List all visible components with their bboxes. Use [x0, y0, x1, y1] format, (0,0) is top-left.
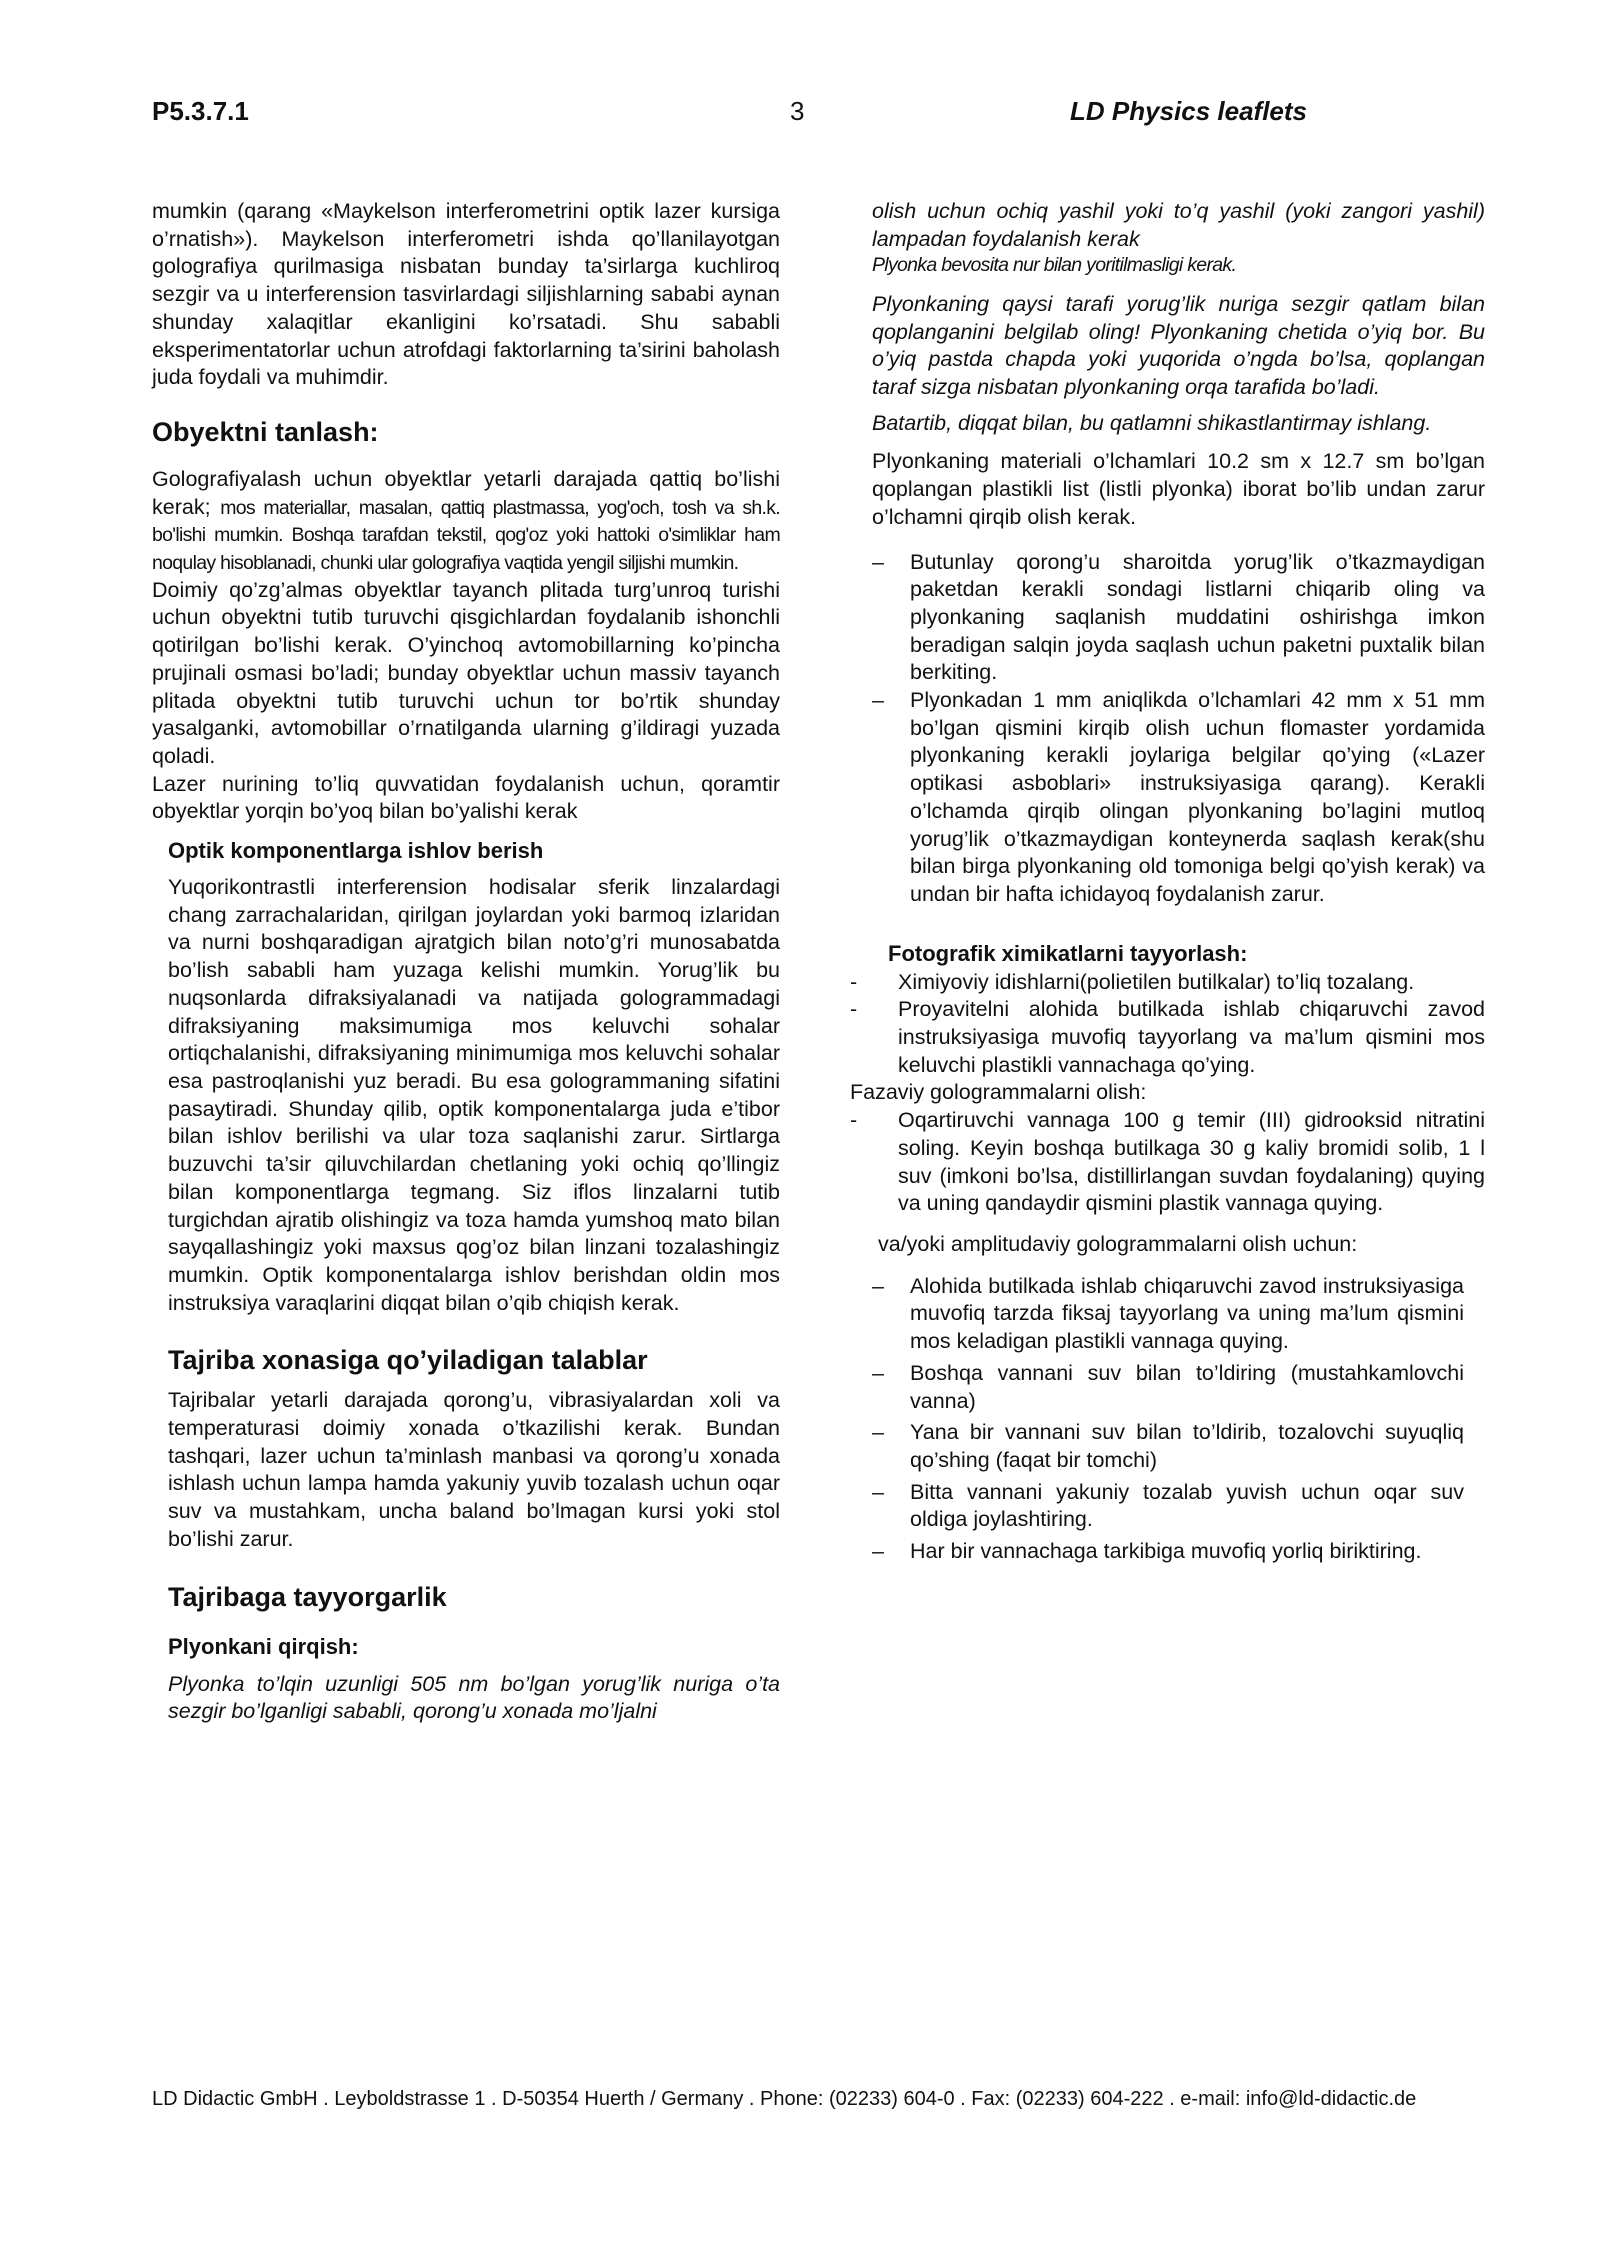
list-item: [872, 1273, 1464, 1356]
series-title: LD Physics leaflets: [1070, 96, 1307, 126]
preparation-heading: Tajribaga tayyorgarlik: [168, 1581, 447, 1612]
object-selection-text-b: mos materiallar, masalan, qattiq plastmassa, yog'och, tosh va sh.k. bo'lishi mumkin. Boshqa tarafdan tekstil, qog'oz yoki hattoki o'simliklar ham noqulay hisoblanadi, chunki ular golografiya vaqtida yengil siljishi mumkin.: [152, 496, 781, 575]
hyphen-bullet: -: [850, 997, 858, 1022]
object-selection-paragraph-3: Lazer nurining to’liq quvvatidan foydalanish uchun, qoramtir obyektlar yorqin bo’yoq bilan bo’yalishi kerak: [152, 771, 780, 824]
dash-bullet: –: [872, 1539, 884, 1564]
list-item: [850, 996, 1485, 1079]
list-item: [872, 687, 1485, 909]
object-selection-paragraph-2: Doimiy qo’zg’almas obyektlar tayanch plitada turg’unroq turishi uchun obyektni tutib turuvchi qisgichlardan foydalanib ishonchli qotirilgan bo’lishi kerak. O’yinchoq avtomobillarning ko’pincha prujinali osmasi bo’ladi; bunday obyektlar uchun massiv tayanch plitada obyektni tutib turuvchi uchun tor bo’rtik shunday yasalganki, avtomobillar o’rnatilganda ularning g’ildiragi yuzada qoladi.: [152, 577, 780, 768]
dash-bullet: –: [872, 1479, 884, 1504]
optics-paragraph: Yuqorikontrastli interferension hodisalar sferik linzalardagi chang zarrachalaridan, qirilgan joylardan yoki barmoq izlaridan va nurni boshqaradigan ajratgich bilan noto’g’ri munosabatda bo’lish sababli ham yuzaga kelishi mumkin. Yorug’lik bu nuqsonlarda difraksiyalanadi va natijada gologrammadagi difraksiyaning maksimumiga mos keluvchi sohalar ortiqchalanishi, difraksiyaning minimumiga mos keluvchi sohalar esa pastroqlanishi yuz beradi. Bu esa gologrammaning sifatini pasaytiradi. Shunday qilib, optik komponentalarga juda e’tibor bilan ishlov berilishi va ular toza saqlanishi zarur. Sirtlarga buzuvchi ta’sir qiluvchilardan chetlaning yoki ochiq qo’llingiz bilan komponentlarga tegmang. Siz iflos linzalarni tutib turgichdan ajratib olishingiz va toza hamda yumshoq mato bilan sayqallashingiz yoki maxsus qog’oz bilan linzani tozalashingiz mumkin. Optik komponentalarga ishlov berishdan oldin mos instruksiya varaqlarini diqqat bilan o’qib chiqish kerak.: [168, 875, 780, 1315]
phase-holograms-label: Fazaviy gologrammalarni olish:: [850, 1080, 1147, 1105]
footer-contact: LD Didactic GmbH . Leyboldstrasse 1 . D-50354 Huerth / Germany . Phone: (02233) 604-0 . Fax: (02233) 604-222 . e-mail: info@ld-didactic.de: [152, 2088, 1417, 2110]
list-item: [872, 1360, 1464, 1415]
intro-paragraph: mumkin (qarang «Maykelson interferometrini optik lazer kursiga o’rnatish»). Maykelson interferometri ishda qo’llanilayotgan golografiya qurilmasiga nisbatan bunday ta’sirlarga kuchliroq sezgir va u interferension tasvirlardagi siljishlarning sababi aynan shunday xalaqitlar ekanligini ko’rsatadi. Shu sababli eksperimentatorlar uchun atrofdagi faktorlarning ta’sirini baholash juda foydali va muhimdir.: [152, 199, 780, 390]
right-column: [850, 198, 1485, 1566]
lamp-paragraph: olish uchun ochiq yashil yoki to’q yashil (yoki zangori yashil) lampadan foydalanish kerak: [872, 199, 1485, 251]
page-number: 3: [790, 96, 805, 126]
list-item-text: Boshqa vannani suv bilan to’ldiring (mustahkamlovchi vanna): [910, 1360, 1464, 1413]
list-item-text: Ximiyoviy idishlarni(polietilen butilkalar) to’liq tozalang.: [898, 969, 1415, 994]
list-item: [850, 969, 1485, 997]
dash-bullet: –: [872, 1360, 884, 1385]
careful-handling-paragraph: Batartib, diqqat bilan, bu qatlamni shikastlantirmay ishlang.: [872, 410, 1432, 435]
amplitude-steps-list: [872, 1273, 1464, 1566]
list-item: [872, 1479, 1464, 1534]
chemicals-heading: Fotografik ximikatlarni tayyorlash:: [888, 940, 1248, 966]
no-direct-light-note: Plyonka bevosita nur bilan yoritilmasligi kerak.: [872, 254, 1237, 277]
film-cutting-paragraph: Plyonka to’lqin uzunligi 505 nm bo’lgan yorug’lik nuriga o’ta sezgir bo’lganligi sababli, qorong’u xonada mo’ljalni: [168, 1671, 780, 1724]
dash-bullet: –: [872, 688, 884, 713]
film-size-paragraph: Plyonkaning materiali o’lchamlari 10.2 sm x 12.7 sm bo’lgan qoplangan plastikli list (listli plyonka) iborat bo’lib undan zarur o’lchamni qirqib olish kerak.: [872, 449, 1485, 529]
dash-bullet: –: [872, 1273, 884, 1298]
list-item: [872, 1538, 1464, 1566]
list-item-text: Oqartiruvchi vannaga 100 g temir (III) gidrooksid nitratini soling. Keyin boshqa butilkaga 30 g kaliy bromidi solib, 1 l suv (imkoni bo’lsa, distillirlangan suvdan foydalaning) quying va uning qandaydir qismini plastik vannaga quying.: [898, 1108, 1485, 1216]
list-item-text: Plyonkadan 1 mm aniqlikda o’lchamlari 42 mm x 51 mm bo’lgan qismini kirqib olish uchun flomaster yordamida plyonkaning kerakli joylariga belgilar qo’ying («Lazer optikasi asboblari» instruksiyasiga qarang). Kerakli o’lchamda qirqib olingan plyonkaning bo’lagini mutloq yorug’lik o’tkazmaydigan konteynerda saqlash kerak(shu bilan birga plyonkaning old tomoniga belgi qo’yish kerak) va undan bir hafta ichidayoq foydalanish zarur.: [910, 688, 1485, 906]
room-requirements-heading: Tajriba xonasiga qo’yiladigan talablar: [168, 1345, 648, 1376]
list-item-text: Yana bir vannani suv bilan to’ldirib, tozalovchi suyuqliq qo’shing (faqat bir tomchi): [910, 1420, 1464, 1472]
coated-side-paragraph: Plyonkaning qaysi tarafi yorug’lik nuriga sezgir qatlam bilan qoplanganini belgilab oling! Plyonkaning chetida o’yiq bor. Bu o’yiq pastda chapda yoki yuqorida o’ngda bo’lsa, qoplangan taraf sizga nisbatan plyonkaning orqa tarafida bo’ladi.: [872, 291, 1485, 400]
film-steps-list: [872, 549, 1485, 909]
list-item-text: Har bir vannachaga tarkibiga muvofiq yorliq biriktiring.: [910, 1539, 1422, 1564]
document-code: P5.3.7.1: [152, 96, 249, 126]
hyphen-bullet: -: [850, 969, 858, 994]
list-item: [872, 549, 1485, 688]
list-item-text: Bitta vannani yakuniy tozalab yuvish uchun oqar suv oldiga joylashtiring.: [910, 1479, 1464, 1532]
list-item-text: Proyavitelni alohida butilkada ishlab chiqaruvchi zavod instruksiyasiga muvofiq tayyorlang va ma’lum qismini mos keluvchi plastikli vannachaga qo’ying.: [898, 997, 1485, 1077]
object-selection-paragraph-1: [152, 466, 780, 577]
list-item-text: Butunlay qorong’u sharoitda yorug’lik o’tkazmaydigan paketdan kerakli sondagi listlarni chiqarib oling va plyonkaning saqlanish muddatini oshirishga imkon beradigan salqin joyda saqlash uchun paketni puxtalik bilan berkiting.: [910, 549, 1485, 685]
dash-bullet: –: [872, 1420, 884, 1445]
left-column: [152, 198, 780, 1726]
object-selection-heading: Obyektni tanlash:: [152, 416, 379, 447]
hyphen-bullet: -: [850, 1108, 858, 1133]
list-item: [850, 1107, 1485, 1218]
chemicals-block: [850, 969, 1485, 1218]
object-selection-text-a: Golografiyalash uchun obyektlar yetarli darajada qattiq bo’lishi kerak;: [152, 466, 780, 519]
list-item: [872, 1419, 1464, 1474]
optics-heading: Optik komponentlarga ishlov berish: [168, 838, 544, 864]
film-cutting-heading: Plyonkani qirqish:: [168, 1633, 359, 1659]
amplitude-holograms-label: va/yoki amplitudaviy gologrammalarni olish uchun:: [878, 1232, 1358, 1256]
dash-bullet: –: [872, 549, 884, 574]
room-requirements-paragraph: Tajribalar yetarli darajada qorong’u, vibrasiyalardan xoli va temperaturasi doimiy xonada o’tkazilishi kerak. Bundan tashqari, lazer uchun ta’minlash manbasi va qorong’u xonada ishlash uchun lampa hamda yakuniy yuvib tozalash uchun oqar suv va mustahkam, uncha baland bo’lmagan kursi yoki stol bo’lishi zarur.: [168, 1388, 780, 1551]
list-item-text: Alohida butilkada ishlab chiqaruvchi zavod instruksiyasiga muvofiq tarzda fiksaj tayyorlang va uning ma’lum qismini mos keladigan plastikli vannaga quying.: [910, 1273, 1464, 1354]
